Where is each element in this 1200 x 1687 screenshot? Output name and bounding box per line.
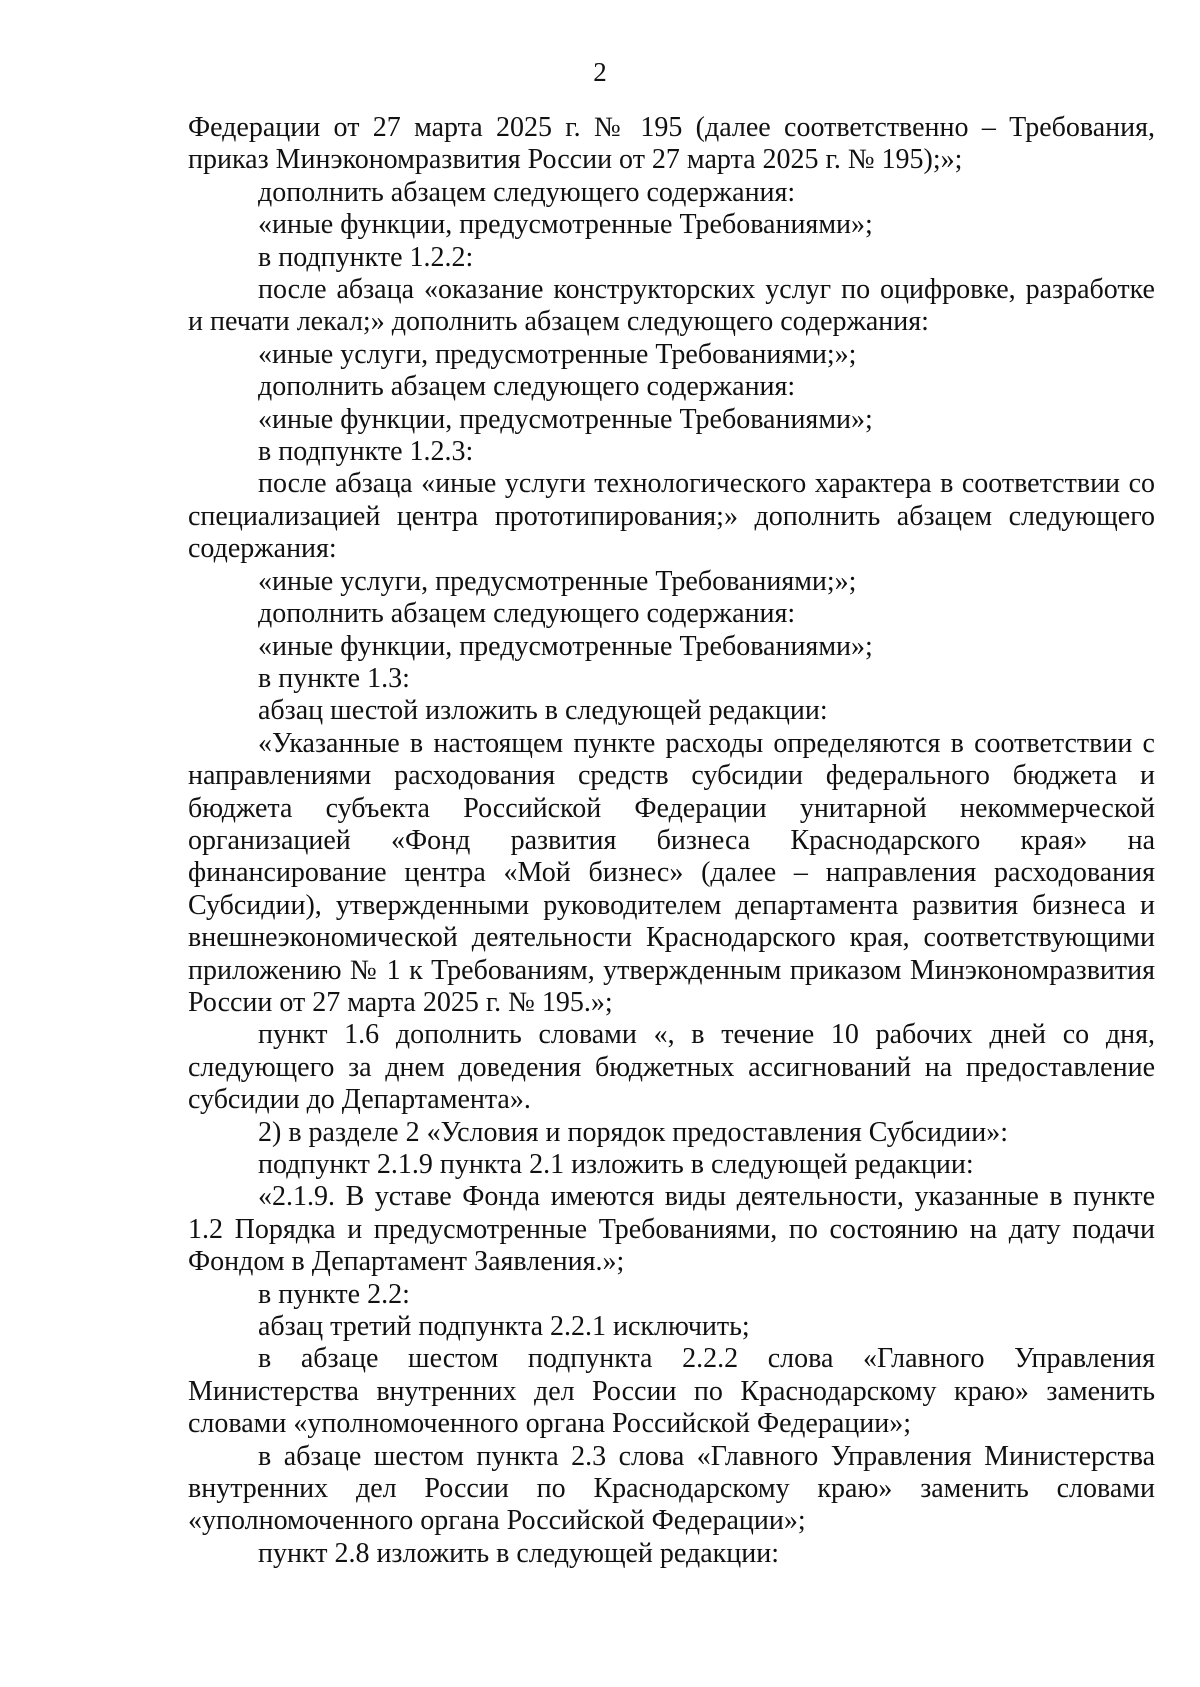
paragraph: в абзаце шестом подпункта 2.2.2 слова «Главного Управления Министерства внутренних дел России по Краснодарскому краю» заменить словами «уполномоченного органа Российской Федерации»; [188, 1343, 1155, 1440]
paragraph: в абзаце шестом пункта 2.3 слова «Главного Управления Министерства внутренних дел России по Краснодарскому краю» заменить словами «уполномоченного органа Российской Федерации»; [188, 1440, 1155, 1537]
document-body [188, 112, 1155, 1570]
paragraph: в подпункте 1.2.2: [258, 241, 474, 273]
paragraph: «иные функции, предусмотренные Требованиями»; [258, 403, 873, 435]
paragraph: пункт 1.6 дополнить словами «, в течение 10 рабочих дней со дня, следующего за днем доведения бюджетных ассигнований на предоставление субсидии до Департамента». [188, 1019, 1155, 1116]
paragraph: в пункте 1.3: [258, 662, 410, 694]
paragraph: 2) в разделе 2 «Условия и порядок предоставления Субсидии»: [258, 1116, 1009, 1148]
paragraph: подпункт 2.1.9 пункта 2.1 изложить в следующей редакции: [258, 1149, 974, 1180]
paragraph: «иные услуги, предусмотренные Требованиями;»; [258, 338, 857, 370]
paragraph: абзац шестой изложить в следующей редакции: [258, 695, 828, 727]
paragraph: «иные услуги, предусмотренные Требованиями;»; [258, 565, 857, 597]
paragraph: «иные функции, предусмотренные Требованиями»; [258, 630, 873, 662]
paragraph: дополнить абзацем следующего содержания: [258, 371, 796, 403]
paragraph: дополнить абзацем следующего содержания: [258, 598, 796, 630]
paragraph: дополнить абзацем следующего содержания: [258, 176, 796, 208]
page-number: 2 [593, 57, 607, 87]
paragraph: Федерации от 27 марта 2025 г. № 195 (далее соответственно – Требования, приказ Минэкономразвития России от 27 марта 2025 г. № 195);»; [188, 112, 1155, 176]
paragraph: «2.1.9. В уставе Фонда имеются виды деятельности, указанные в пункте 1.2 Порядка и предусмотренные Требованиями, по состоянию на дату подачи Фондом в Департамент Заявления.»; [188, 1181, 1155, 1278]
paragraph: в пункте 2.2: [258, 1278, 410, 1310]
paragraph: «Указанные в настоящем пункте расходы определяются в соответствии с направлениями расходования средств субсидии федерального бюджета и бюджета субъекта Российской Федерации унитарной некоммерческой организацией «Фонд развития бизнеса Краснодарского края» на финансирование центра «Мой бизнес» (далее – направления расходования Субсидии), утвержденными руководителем департамента развития бизнеса и внешнеэкономической деятельности Краснодарского края, соответствующими приложению № 1 к Требованиям, утвержденным приказом Минэкономразвития России от 27 марта 2025 г. № 195.»; [188, 727, 1155, 1018]
paragraph: после абзаца «оказание конструкторских услуг по оцифровке, разработке и печати лекал;» дополнить абзацем следующего содержания: [188, 274, 1155, 338]
paragraph: пункт 2.8 изложить в следующей редакции: [258, 1537, 779, 1569]
paragraph: «иные функции, предусмотренные Требованиями»; [258, 209, 873, 241]
paragraph: абзац третий подпункта 2.2.1 исключить; [258, 1311, 750, 1343]
paragraph: в подпункте 1.2.3: [258, 436, 474, 468]
paragraph: после абзаца «иные услуги технологического характера в соответствии со специализацией центра прототипирования;» дополнить абзацем следующего содержания: [188, 468, 1155, 565]
